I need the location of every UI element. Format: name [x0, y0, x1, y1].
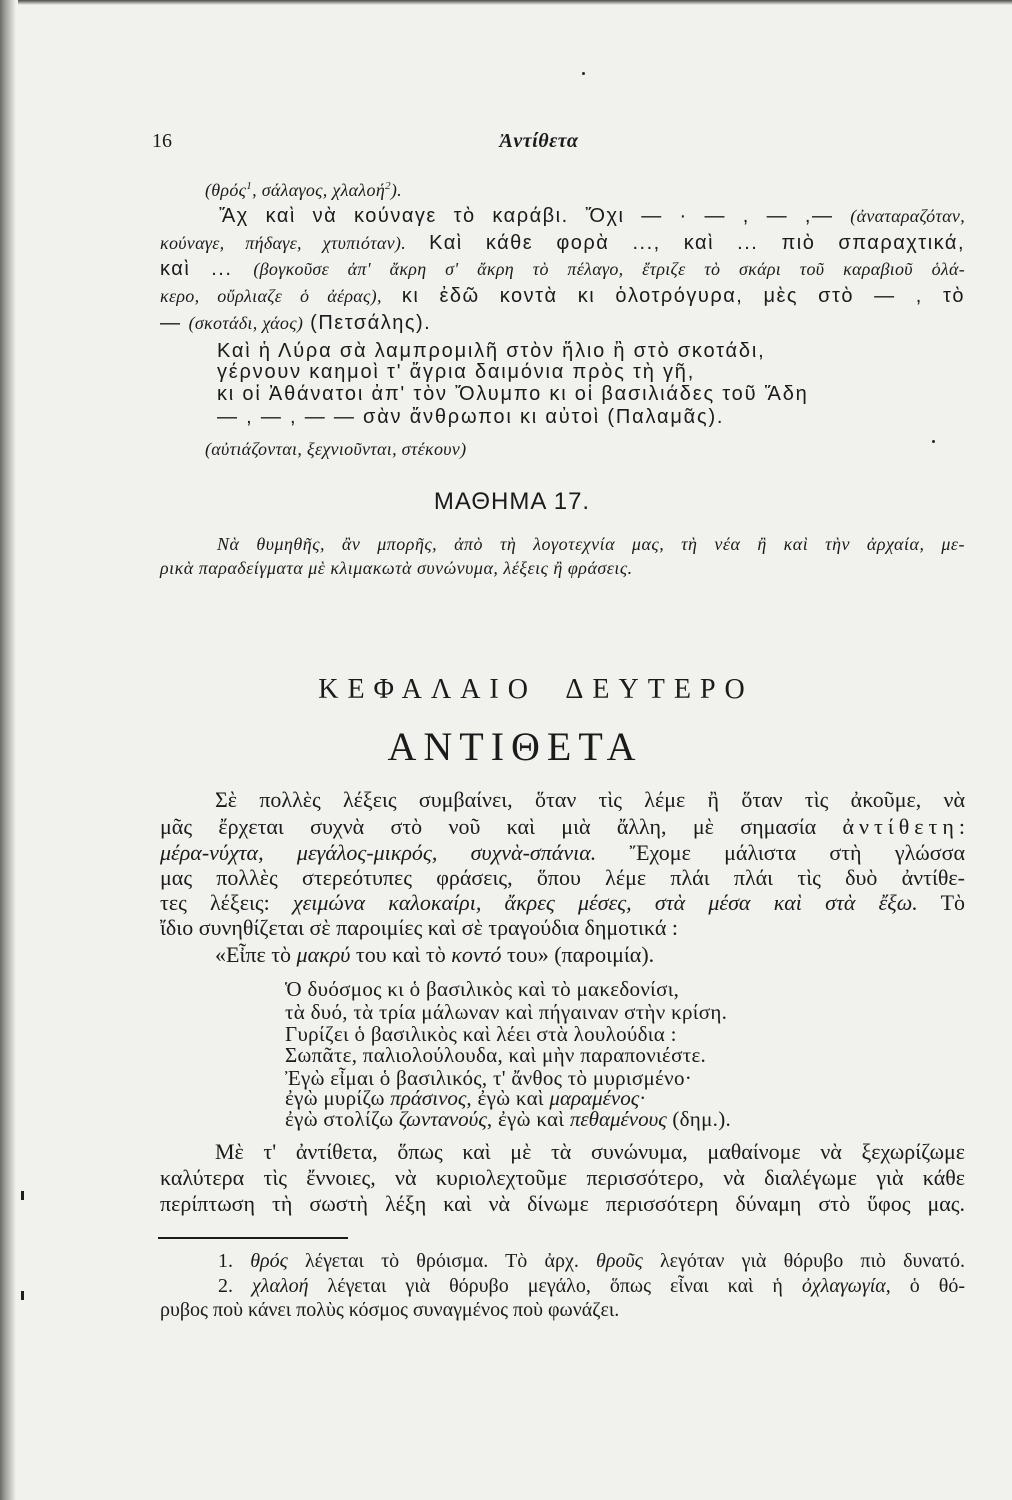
text-segment: μᾶς ἔρχεται συχνὰ στὸ νοῦ καὶ μιὰ ἄλλη, μὲ σημασία [160, 814, 843, 839]
scan-margin-mark [21, 1191, 24, 1200]
text-segment-italic: χλαλοή [252, 1275, 309, 1297]
lesson-instruction-line: Νὰ θυμηθῆς, ἂν μπορῆς, ἀπὸ τὴ λογοτεχνία μας, τὴ νέα ἢ καὶ τὴν ἀρχαία, με- [217, 534, 965, 554]
text-segment: : [958, 814, 965, 839]
footnote-number: 2. [218, 1275, 252, 1297]
body-line: περίπτωση τὴ σωστὴ λέξη καὶ νὰ δίνωμε περισσότερη δύναμη στὸ ὕφος μας. [160, 1191, 965, 1216]
scan-edge-shadow [0, 0, 16, 1500]
text-segment: · [639, 1086, 647, 1110]
text-segment: , ὁ θό- [885, 1275, 965, 1297]
text-line [160, 286, 965, 306]
song-line: Σωπᾶτε, παλιολούλουδα, καὶ μὴν παραπονιέστε. [285, 1043, 707, 1067]
text-segment: λέγεται γιὰ θόρυβο μεγάλο, ὅπως εἶναι καὶ ἡ [308, 1275, 802, 1297]
scan-edge-top [18, 0, 1012, 5]
page-number: 16 [152, 130, 172, 152]
text-segment-italic: θροῦς [596, 1250, 643, 1272]
text-segment: ). [390, 180, 402, 200]
running-title: Ἀντίθετα [499, 130, 579, 152]
footnote-continuation: ρυβος ποὺ κάνει πολὺς κόσμος συναγμένος ποὺ φωνάζει. [160, 1299, 620, 1321]
text-segment: Καὶ κάθε φορὰ ..., καὶ ... πιὸ σπαραχτικά, [406, 232, 966, 254]
text-segment: Ἔχομε μάλιστα στὴ γλώσσα [596, 840, 965, 865]
hint-line [205, 181, 605, 199]
body-line: καλύτερα τὶς ἔννοιες, νὰ κυριολεχτοῦμε περισσότερο, νὰ διαλέγωμε γιὰ κάθε [160, 1165, 965, 1190]
text-segment: Ἄχ καὶ νὰ κούναγε τὸ καράβι. Ὄχι — · — , — ,— [219, 205, 851, 227]
text-segment: , ἐγὼ καὶ [466, 1086, 550, 1110]
text-segment: λεγόταν γιὰ θόρυβο πιὸ δυνατό. [642, 1250, 965, 1272]
body-line [160, 816, 965, 838]
body-line: ἴδιο συνηθίζεται σὲ παροιμίες καὶ σὲ τραγούδια δημοτικά : [160, 915, 678, 940]
text-line [160, 259, 965, 279]
text-segment-italic: (σκοτάδι, χάος) [188, 313, 304, 333]
footnote [218, 1251, 965, 1271]
text-segment-italic: (ἀναταραζόταν, [850, 206, 965, 226]
chapter-label: ΚΕΦΑΛΑΙΟ ΔΕΥΤΕΡΟ [318, 674, 754, 705]
text-segment-italic: χειμώνα καλοκαίρι, ἄκρες μέσες, στὰ μέσα καὶ στὰ ἔξω. [292, 890, 918, 915]
text-segment: του καὶ τὸ [350, 942, 452, 967]
text-segment-italic: μακρύ [296, 942, 351, 967]
scan-margin-mark [21, 1291, 24, 1300]
song-line: Ὁ δυόσμος κι ὁ βασιλικὸς καὶ τὸ μακεδονίσι, [285, 977, 680, 1001]
lesson-title: ΜΑΘΗΜΑ 17. [433, 488, 591, 515]
song-line [285, 1109, 965, 1130]
text-segment: κι ἐδῶ κοντὰ κι ὁλοτρόγυρα, μὲς στὸ — , τὸ [381, 285, 966, 307]
song-line [285, 1088, 965, 1109]
text-segment: Τὸ [917, 890, 966, 915]
footnote-ref: 1 [246, 180, 253, 192]
poem-line: Καὶ ἡ Λύρα σὰ λαμπρομιλῆ στὸν ἥλιο ἢ στὸ σκοτάδι, [217, 340, 766, 362]
body-line: Μὲ τ' ἀντίθετα, ὅπως καὶ μὲ τὰ συνώνυμα, μαθαίνομε νὰ ξεχωρίζωμε [215, 1139, 965, 1164]
song-line: τὰ δυό, τὰ τρία μάλωναν καὶ πήγαιναν στὴν κρίση. [285, 1000, 728, 1024]
text-line [219, 206, 965, 226]
text-line [160, 233, 965, 253]
text-segment-spaced: ἀντίθετη [842, 814, 959, 839]
text-segment: καὶ ... [160, 258, 254, 280]
proverb-line [215, 944, 965, 966]
poem-line: γέρνουν καημοὶ τ' ἄγρια δαιμόνια πρὸς τὴ γῆ, [217, 361, 696, 383]
text-segment-italic: ζωντανούς [398, 1107, 487, 1131]
text-segment: λέγεται τὸ θρόισμα. Τὸ ἀρχ. [287, 1250, 597, 1272]
text-segment: τες λέξεις: [160, 890, 293, 915]
text-segment-italic: κοντό [451, 942, 502, 967]
footnote-ref: 2 [385, 180, 391, 192]
text-segment: (δημ.). [666, 1107, 732, 1131]
text-segment: ἐγὼ μυρίζω [285, 1086, 391, 1110]
footnote [218, 1276, 965, 1296]
text-segment: ἐγὼ στολίζω [285, 1107, 399, 1131]
body-line [160, 842, 965, 864]
text-segment-italic: ὀχλαγωγία [801, 1275, 886, 1297]
text-segment: — [160, 312, 189, 334]
poem-line: κι οἱ Ἀθάνατοι ἀπ' τὸν Ὄλυμπο κι οἱ βασιλιάδες τοῦ Ἅδη [217, 383, 809, 405]
text-segment-italic: κούναγε, πήδαγε, χτυπιόταν). [160, 233, 407, 253]
text-segment: , σάλαγος, χλαλοή [252, 180, 386, 200]
body-line: μας πολλὲς στερεότυπες φράσεις, ὅπου λέμε πλάι πλάι τὶς δυὸ ἀντίθε- [160, 865, 965, 890]
text-segment-italic: πεθαμένους [569, 1107, 667, 1131]
text-line [160, 313, 965, 333]
text-segment: του» (παροιμία). [501, 942, 655, 967]
song-line: Γυρίζει ὁ βασιλικὸς καὶ λέει στὰ λουλούδια : [285, 1022, 677, 1046]
lesson-instruction-line: ρικὰ παραδείγματα μὲ κλιμακωτὰ συνώνυμα, λέξεις ἢ φράσεις. [160, 558, 633, 578]
text-segment: (Πετσάλης). [303, 312, 432, 334]
scan-speck [932, 440, 935, 443]
body-line: Σὲ πολλὲς λέξεις συμβαίνει, ὅταν τὶς λέμε ἢ ὅταν τὶς ἀκοῦμε, νὰ [215, 787, 965, 812]
chapter-title: ΑΝΤΙΘΕΤΑ [387, 724, 643, 769]
text-segment-italic: πράσινος [390, 1086, 467, 1110]
text-segment-italic: κερο, οὔρλιαζε ὁ ἀέρας), [160, 286, 382, 306]
text-segment: (θρός [205, 180, 247, 200]
text-segment-italic: θρός [250, 1250, 288, 1272]
text-segment: , ἐγὼ καὶ [486, 1107, 570, 1131]
footnote-number: 1. [218, 1250, 251, 1272]
text-segment-italic: μέρα-νύχτα, μεγάλος-μικρός, συχνὰ-σπάνια. [160, 840, 597, 865]
text-segment-italic: μαραμένος [549, 1086, 640, 1110]
text-segment: «Εἶπε τὸ [215, 942, 297, 967]
poem-hint: (αὐτιάζονται, ξεχνιοῦνται, στέκουν) [205, 439, 467, 459]
poem-line: — , — , — — σὰν ἄνθρωποι κι αὐτοὶ (Παλαμᾶς). [217, 406, 725, 428]
footnote-rule [158, 1237, 348, 1239]
song-line: Ἐγὼ εἶμαι ὁ βασιλικός, τ' ἄνθος τὸ μυρισμένο· [285, 1066, 693, 1090]
text-segment-italic: (βογκοῦσε ἀπ' ἄκρη σ' ἄκρη τὸ πέλαγο, ἔτριζε τὸ σκάρι τοῦ καραβιοῦ ὁλά- [253, 259, 966, 279]
scan-speck [582, 72, 585, 75]
body-line [160, 892, 965, 914]
